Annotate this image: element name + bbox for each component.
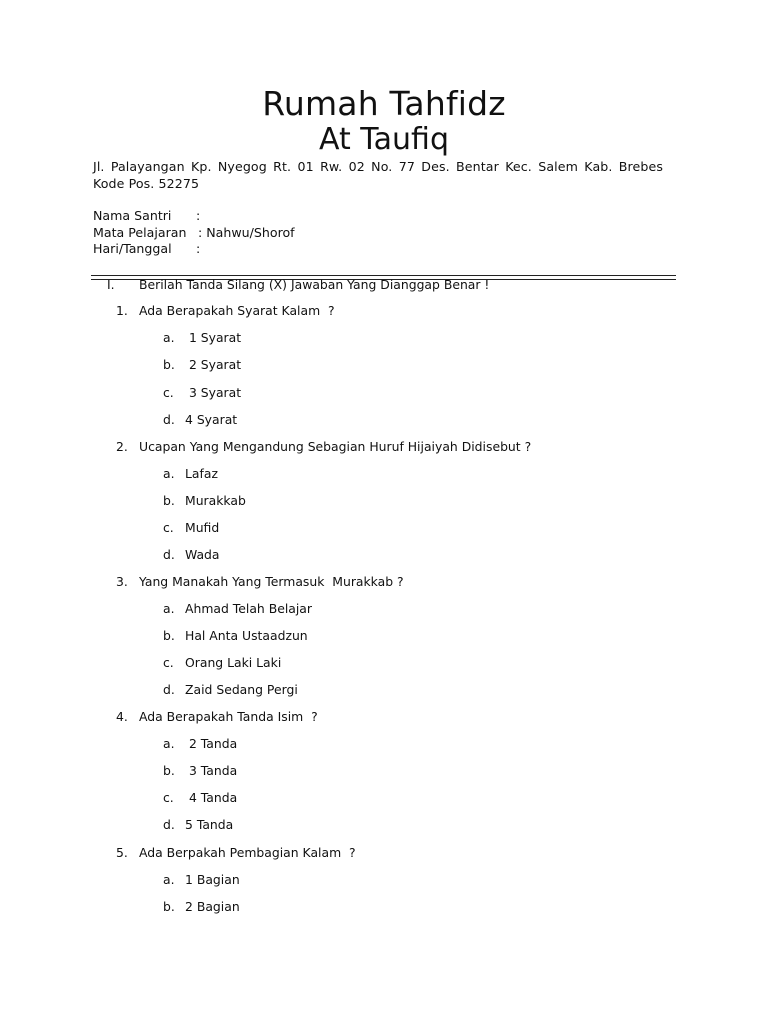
question-text: Ucapan Yang Mengandung Sebagian Huruf Hijaiyah Didisebut ? <box>139 439 532 454</box>
option-text: 1 Syarat <box>185 330 242 345</box>
option-text: 5 Tanda <box>185 817 234 832</box>
option-4b[interactable] <box>163 763 237 779</box>
question-number: 2. <box>116 439 128 454</box>
option-2c[interactable] <box>163 520 219 536</box>
option-text: Hal Anta Ustaadzun <box>185 628 308 643</box>
option-5b[interactable] <box>163 899 240 915</box>
option-letter: d. <box>163 412 175 427</box>
question-number: 1. <box>116 303 128 318</box>
option-letter: d. <box>163 682 175 697</box>
option-letter: b. <box>163 493 175 508</box>
option-2a[interactable] <box>163 466 218 482</box>
question-1 <box>116 303 335 319</box>
option-text: 3 Tanda <box>185 763 238 778</box>
section-text: Berilah Tanda Silang (X) Jawaban Yang Dianggap Benar ! <box>139 277 490 292</box>
option-text: 4 Tanda <box>185 790 238 805</box>
option-2d[interactable] <box>163 547 220 563</box>
option-text: Murakkab <box>185 493 246 508</box>
option-1a[interactable] <box>163 330 241 346</box>
option-letter: c. <box>163 520 174 535</box>
option-letter: a. <box>163 601 175 616</box>
question-5 <box>116 845 356 861</box>
question-number: 3. <box>116 574 128 589</box>
info-label: Hari/Tanggal <box>93 241 172 256</box>
info-label: Nama Santri <box>93 208 172 223</box>
info-label: Mata Pelajaran <box>93 225 187 240</box>
option-letter: a. <box>163 872 175 887</box>
option-letter: a. <box>163 736 175 751</box>
option-4d[interactable] <box>163 817 233 833</box>
option-letter: a. <box>163 466 175 481</box>
option-3b[interactable] <box>163 628 308 644</box>
info-separator: : <box>196 208 201 223</box>
option-text: 2 Bagian <box>185 899 240 914</box>
option-text: Zaid Sedang Pergi <box>185 682 298 697</box>
question-number: 4. <box>116 709 128 724</box>
option-letter: b. <box>163 628 175 643</box>
option-letter: b. <box>163 899 175 914</box>
option-4c[interactable] <box>163 790 237 806</box>
question-text: Ada Berapakah Syarat Kalam ? <box>139 303 335 318</box>
section-instruction <box>107 277 489 292</box>
option-text: 3 Syarat <box>185 385 242 400</box>
option-text: 4 Syarat <box>185 412 238 427</box>
option-1c[interactable] <box>163 385 241 401</box>
option-text: Lafaz <box>185 466 218 481</box>
option-2b[interactable] <box>163 493 246 509</box>
option-letter: a. <box>163 330 175 345</box>
option-text: 1 Bagian <box>185 872 240 887</box>
option-3a[interactable] <box>163 601 312 617</box>
info-row-mata-pelajaran <box>93 225 295 241</box>
option-letter: b. <box>163 763 175 778</box>
question-number: 5. <box>116 845 128 860</box>
option-text: Orang Laki Laki <box>185 655 282 670</box>
info-value: Nahwu/Shorof <box>206 225 295 240</box>
option-4a[interactable] <box>163 736 237 752</box>
option-5a[interactable] <box>163 872 240 888</box>
question-text: Ada Berpakah Pembagian Kalam ? <box>139 845 356 860</box>
document-subtitle: At Taufiq <box>319 122 449 157</box>
option-1b[interactable] <box>163 357 241 373</box>
option-letter: d. <box>163 547 175 562</box>
address-line: Jl. Palayangan Kp. Nyegog Rt. 01 Rw. 02 No. 77 Des. Bentar Kec. Salem Kab. Brebes Kode Pos. 52275 <box>93 159 663 191</box>
option-letter: c. <box>163 790 174 805</box>
info-row-hari-tanggal <box>93 241 200 257</box>
option-letter: c. <box>163 385 174 400</box>
info-row-nama-santri <box>93 208 200 224</box>
header-divider-top <box>91 275 676 276</box>
question-text: Yang Manakah Yang Termasuk Murakkab ? <box>139 574 404 589</box>
question-2 <box>116 439 531 455</box>
option-text: 2 Tanda <box>185 736 238 751</box>
option-3d[interactable] <box>163 682 298 698</box>
option-letter: d. <box>163 817 175 832</box>
question-3 <box>116 574 404 590</box>
option-text: Wada <box>185 547 220 562</box>
option-text: Mufid <box>185 520 220 535</box>
info-separator: : <box>198 225 207 240</box>
info-separator: : <box>196 241 201 256</box>
question-text: Ada Berapakah Tanda Isim ? <box>139 709 318 724</box>
option-3c[interactable] <box>163 655 281 671</box>
option-text: Ahmad Telah Belajar <box>185 601 312 616</box>
section-number: I. <box>107 277 115 292</box>
question-4 <box>116 709 318 725</box>
option-letter: b. <box>163 357 175 372</box>
option-text: 2 Syarat <box>185 357 242 372</box>
option-letter: c. <box>163 655 174 670</box>
option-1d[interactable] <box>163 412 237 428</box>
document-title: Rumah Tahfidz <box>262 84 506 123</box>
